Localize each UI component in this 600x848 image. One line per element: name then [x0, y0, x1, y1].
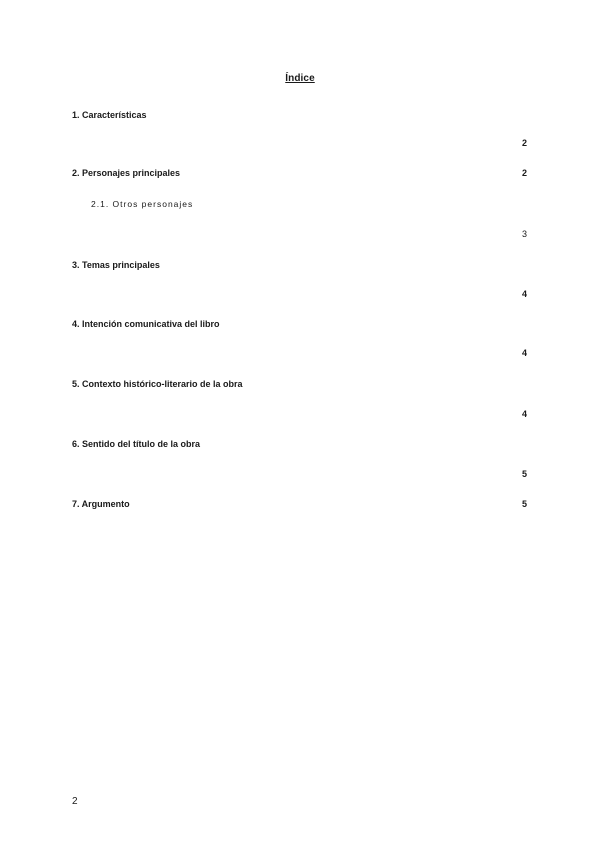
toc-page-sentido-titulo: 5 — [521, 469, 527, 479]
toc-page-personajes-principales: 2 — [521, 168, 527, 178]
toc-page-otros-personajes: 3 — [521, 229, 527, 239]
toc-page-contexto-historico: 4 — [521, 409, 527, 419]
toc-entry-caracteristicas[interactable]: 1. Características — [72, 110, 147, 120]
toc-entry-intencion-comunicativa[interactable]: 4. Intención comunicativa del libro — [72, 319, 220, 329]
footer-page-number: 2 — [72, 796, 78, 807]
toc-page-argumento: 5 — [521, 499, 527, 509]
toc-entry-sentido-titulo[interactable]: 6. Sentido del título de la obra — [72, 439, 201, 449]
toc-entry-temas-principales[interactable]: 3. Temas principales — [72, 260, 160, 270]
page-title: Índice — [285, 73, 315, 84]
toc-page-temas-principales: 4 — [521, 289, 527, 299]
toc-entry-argumento[interactable]: 7. Argumento — [72, 499, 130, 509]
toc-entry-personajes-principales[interactable]: 2. Personajes principales — [72, 168, 181, 178]
toc-page-intencion-comunicativa: 4 — [521, 348, 527, 358]
toc-entry-contexto-historico[interactable]: 5. Contexto histórico-literario de la obra — [72, 379, 243, 389]
toc-entry-otros-personajes[interactable]: 2.1. Otros personajes — [91, 199, 194, 209]
toc-page-caracteristicas: 2 — [521, 138, 527, 148]
